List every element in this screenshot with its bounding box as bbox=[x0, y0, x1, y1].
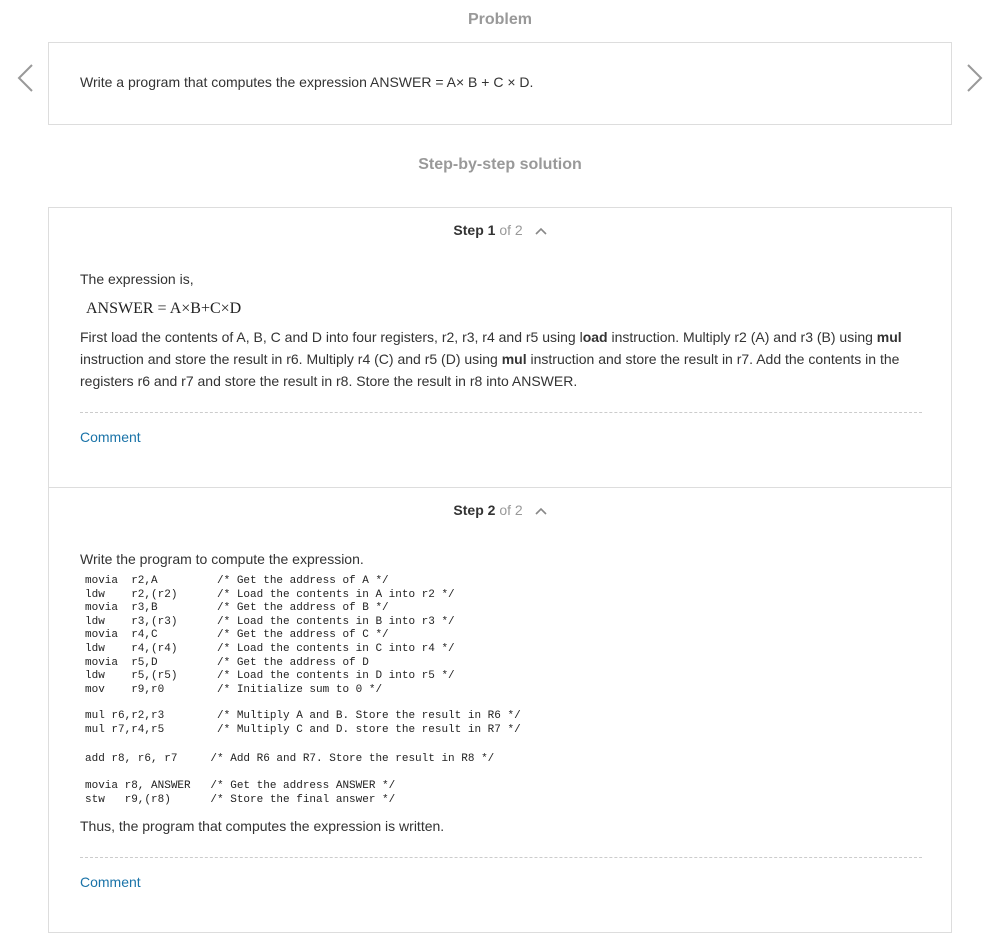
code-block-store: movia r8, ANSWER /* Get the address ANSWER */ stw r9,(r8) /* Store the final answer */ bbox=[85, 780, 396, 806]
step-2-comment-link[interactable]: Comment bbox=[80, 874, 141, 890]
chevron-left-icon bbox=[10, 60, 42, 96]
prev-arrow-button[interactable] bbox=[10, 60, 42, 96]
step-2-intro: Write the program to compute the expression. bbox=[80, 551, 364, 567]
divider bbox=[80, 857, 922, 858]
next-arrow-button[interactable] bbox=[958, 60, 990, 96]
step-label: Step 2 bbox=[453, 502, 496, 518]
chevron-up-icon[interactable] bbox=[535, 507, 547, 515]
step-label: Step 1 bbox=[453, 222, 496, 238]
step-count: of 2 bbox=[499, 222, 523, 238]
step-1-comment-link[interactable]: Comment bbox=[80, 429, 141, 445]
steps-card bbox=[48, 207, 952, 933]
step-2-conclusion: Thus, the program that computes the expression is written. bbox=[80, 818, 445, 834]
problem-text: Write a program that computes the expression ANSWER = A× B + C × D. bbox=[80, 74, 534, 90]
chevron-right-icon bbox=[958, 60, 990, 96]
step-1-intro: The expression is, bbox=[80, 271, 194, 287]
code-block-multiply: mul r6,r2,r3 /* Multiply A and B. Store the result in R6 */ mul r7,r4,r5 /* Multiply C and D. store the result in R7 */ bbox=[85, 710, 521, 736]
step-2-header[interactable] bbox=[49, 502, 951, 518]
step-1-panel bbox=[49, 208, 951, 488]
code-block-load: movia r2,A /* Get the address of A */ ldw r2,(r2) /* Load the contents in A into r2 */ movia r3,B /* Get the address of B */ ldw r3,(r3) /* Load the contents in B into r3 */ movia r4,C /* Get the address of C */ ldw r4,(r4) /* Load the contents in C into r4 */ movia r5,D /* Get the address of D ldw r5,(r5) /* Load the contents in D into r5 */ mov r9,r0 /* Initialize sum to 0 */ bbox=[85, 575, 455, 696]
problem-title: Problem bbox=[467, 11, 532, 28]
step-1-equation: ANSWER = A×B+C×D bbox=[86, 300, 242, 317]
solution-title: Step-by-step solution bbox=[418, 156, 582, 173]
divider bbox=[80, 412, 922, 413]
step-count: of 2 bbox=[499, 502, 523, 518]
chevron-up-icon[interactable] bbox=[535, 227, 547, 235]
step-2-panel bbox=[49, 488, 951, 933]
step-1-header[interactable] bbox=[49, 222, 951, 238]
code-block-add: add r8, r6, r7 /* Add R6 and R7. Store the result in R8 */ bbox=[85, 753, 495, 765]
problem-card bbox=[48, 42, 952, 125]
step-1-body: First load the contents of A, B, C and D into four registers, r2, r3, r4 and r5 using load instruction. Multiply r2 (A) and r3 (B) using mul instruction and store the result in r6. Multiply r4 (C) and r5 (D) using mul instruction and store the result in r7. Add the contents in the registers r6 and r7 and store the result in r8. Store the result in r8 into ANSWER. bbox=[80, 329, 902, 389]
